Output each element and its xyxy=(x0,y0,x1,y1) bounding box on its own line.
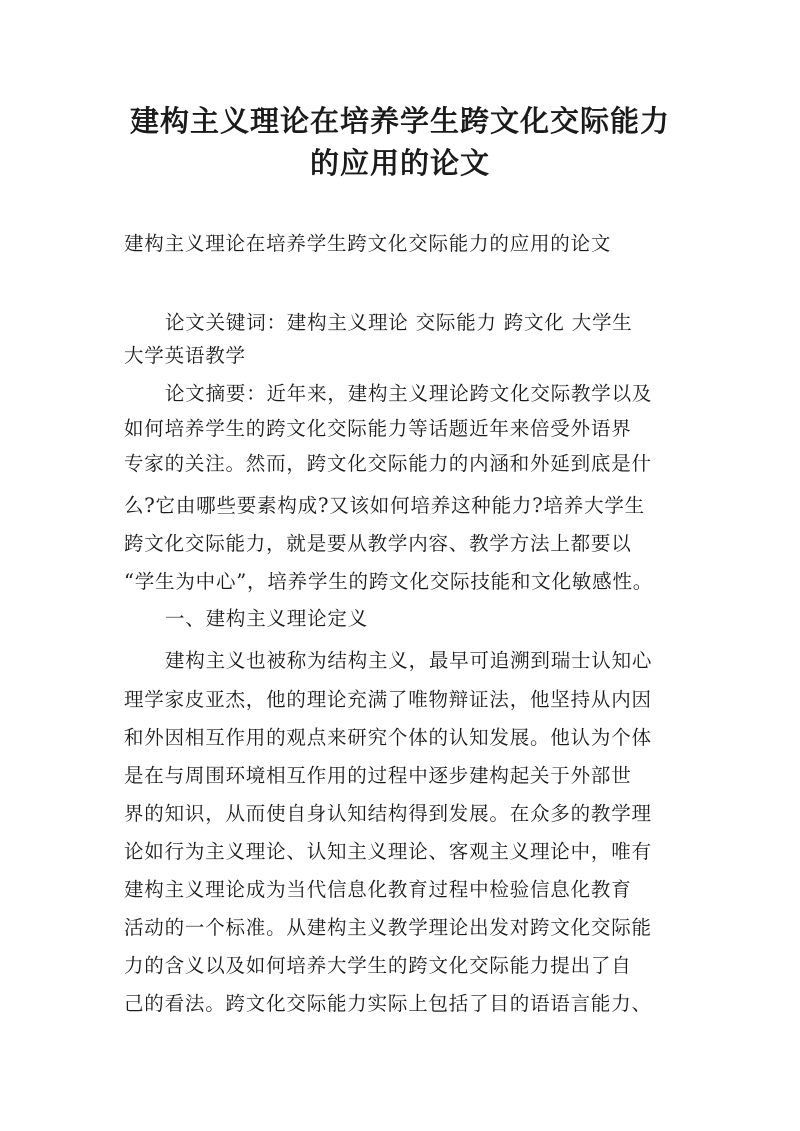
body-line: 界的知识，从而使自身认知结构得到发展。在众多的教学理 xyxy=(124,802,652,825)
body-line: 论如行为主义理论、认知主义理论、客观主义理论中，唯有 xyxy=(124,840,652,863)
abstract-line: 跨文化交际能力，就是要从教学内容、教学方法上都要以 xyxy=(124,532,632,555)
keywords-line-cont: 大学英语教学 xyxy=(124,344,246,367)
title-line-1: 建构主义理论在培养学生跨文化交际能力 xyxy=(129,104,670,138)
body-line: 己的看法。跨文化交际能力实际上包括了目的语语言能力、 xyxy=(124,992,652,1015)
section-heading: 一、建构主义理论定义 xyxy=(165,607,369,630)
keywords-line: 论文关键词：建构主义理论 交际能力 跨文化 大学生 xyxy=(165,311,633,334)
body-line: 理学家皮亚杰，他的理论充满了唯物辩证法，他坚持从内因 xyxy=(124,688,652,711)
body-line: 活动的一个标准。从建构主义教学理论出发对跨文化交际能 xyxy=(124,916,652,939)
body-line: 力的含义以及如何培养大学生的跨文化交际能力提出了自 xyxy=(124,954,632,977)
body-line: 和外因相互作用的观点来研究个体的认知发展。他认为个体 xyxy=(124,726,652,749)
abstract-line: 专家的关注。然而，跨文化交际能力的内涵和外延到底是什 xyxy=(124,452,652,475)
abstract-line: 如何培养学生的跨文化交际能力等话题近年来倍受外语界 xyxy=(124,417,632,440)
abstract-line: 么?它由哪些要素构成?又该如何培养这种能力?培养大学生 xyxy=(124,494,645,517)
subtitle-line: 建构主义理论在培养学生跨文化交际能力的应用的论文 xyxy=(124,232,612,255)
body-line: 建构主义也被称为结构主义，最早可追溯到瑞士认知心 xyxy=(165,649,653,672)
title-line-2: 的应用的论文 xyxy=(309,146,490,180)
body-line: 是在与周围环境相互作用的过程中逐步建构起关于外部世 xyxy=(124,764,632,787)
body-line: 建构主义理论成为当代信息化教育过程中检验信息化教育 xyxy=(124,878,632,901)
abstract-line: 论文摘要：近年来，建构主义理论跨文化交际教学以及 xyxy=(165,382,653,405)
abstract-line: “学生为中心”，培养学生的跨文化交际技能和文化敏感性。 xyxy=(124,570,654,593)
